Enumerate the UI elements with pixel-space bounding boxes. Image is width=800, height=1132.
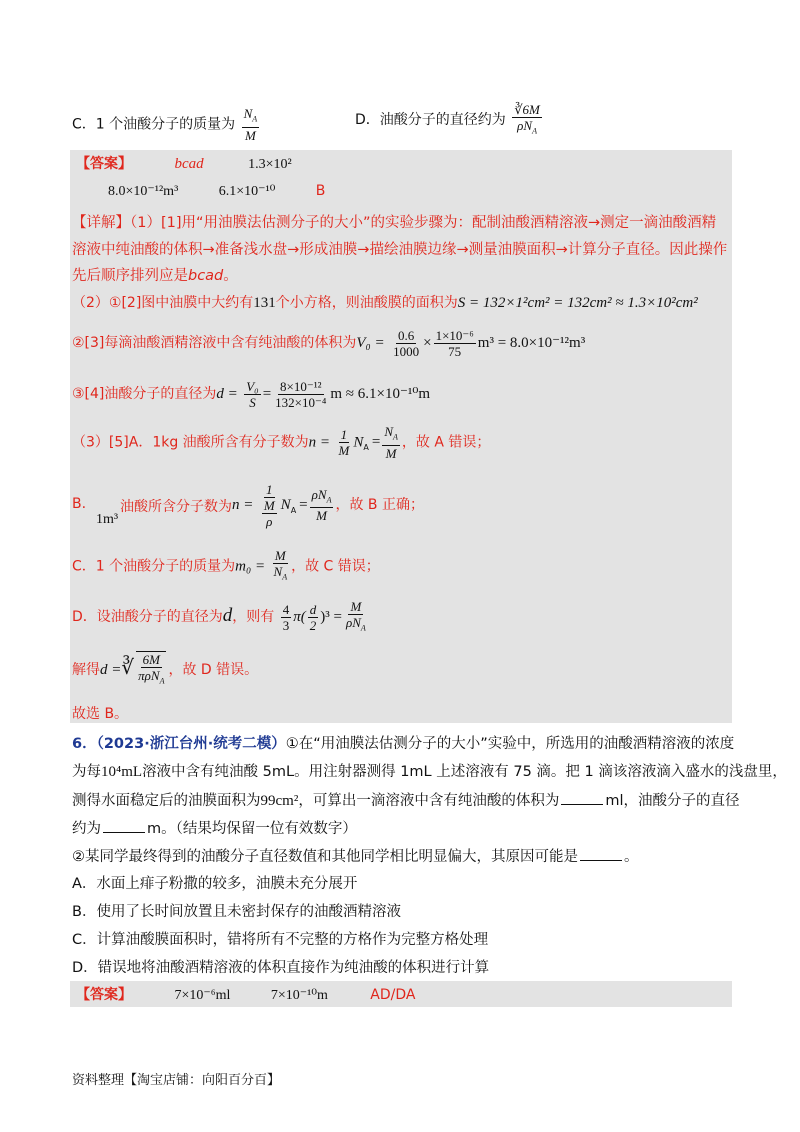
q6-line2-c: 溶液中含有纯油酸 5mL。用注射器测得 1mL 上述溶液有 75 滴。把 1 滴该溶液滴入盛水的浅盘里，	[142, 764, 787, 780]
d-frac3	[344, 599, 368, 636]
frac-den: 2	[309, 617, 317, 633]
blank-3[interactable]	[580, 859, 622, 861]
frac-den: M	[338, 442, 350, 458]
c-frac	[272, 548, 290, 585]
answer5-a3: 8.0×10⁻¹²m³	[108, 184, 179, 199]
frac-sub: A	[532, 126, 537, 136]
p5-frac1	[337, 427, 352, 458]
answer6-a2: 7×10⁻¹⁰m	[270, 988, 328, 1003]
frac-num: M	[350, 598, 362, 614]
d-var: d	[222, 605, 233, 626]
q6-line3-b: 99cm²	[260, 793, 299, 809]
frac-den-top: M	[263, 497, 275, 513]
explain-b-formula	[232, 476, 424, 540]
frac-sub: A	[360, 623, 366, 633]
p2-prefix: （2）①[2]图中油膜中大约有	[72, 295, 254, 311]
explain-p5	[72, 424, 490, 466]
p2-mid: 个小方格，则油酸膜的面积为	[275, 295, 458, 311]
d-pow: )³ =	[320, 609, 342, 625]
explain-c	[72, 548, 380, 585]
sol-frac	[136, 651, 166, 689]
frac-den: ρN	[345, 614, 361, 630]
p3-frac1	[391, 328, 421, 359]
answer5-a4: 6.1×10⁻¹⁰	[218, 184, 276, 199]
b-frac1	[260, 482, 279, 529]
frac-den: ρN	[517, 117, 533, 133]
blank-2[interactable]	[103, 831, 145, 833]
explain-solution	[72, 648, 258, 690]
option-c-top	[72, 106, 261, 143]
q6-line2-b: 10⁴mL	[101, 764, 143, 780]
frac-den: M	[385, 445, 397, 461]
explain-p3	[72, 325, 585, 361]
p4-d: d =	[216, 386, 238, 402]
b-na: N	[280, 497, 291, 513]
answer5-row1	[76, 153, 292, 173]
q6-line4-b: m。（结果均保留一位有效数字）	[147, 821, 357, 837]
frac-num: N	[243, 106, 253, 121]
d-prefix: D．设油酸分子的直径为	[72, 609, 223, 625]
p3-frac2	[434, 328, 476, 359]
frac-den: N	[273, 564, 283, 579]
frac-sub: A	[282, 572, 288, 582]
answer5-row2	[108, 183, 325, 200]
frac-den: M	[316, 508, 327, 524]
option-d-fraction	[512, 102, 542, 139]
frac-num: ρN	[311, 486, 327, 502]
q6-line2-a: 为每	[72, 764, 101, 780]
explain-b-unit: 1m³	[96, 512, 119, 527]
frac-sub: A	[159, 676, 165, 686]
frac-num: V₀	[246, 378, 259, 394]
explain-d	[72, 596, 370, 637]
explain-line2: 溶液中纯油酸的体积→准备浅水盘→形成油膜→描绘油膜边缘→测量油膜面积→计算分子直径。因此操作	[72, 242, 728, 258]
answer5-a5: B	[315, 183, 326, 199]
p4-frac1	[244, 379, 260, 410]
q6-line4	[72, 817, 357, 838]
p4-prefix: ③[4]油酸分子的直径为	[72, 386, 217, 402]
frac-num: 1×10⁻⁶	[435, 327, 474, 343]
option-d-top	[355, 100, 544, 140]
frac-sub: A	[392, 432, 398, 442]
answer5-a2: 1.3×10²	[248, 157, 292, 172]
blank-1[interactable]	[561, 803, 603, 805]
sol-d: d =	[100, 662, 122, 678]
q6-option-b: B．使用了长时间放置且未密封保存的油酸酒精溶液	[72, 904, 401, 920]
line3-answer: bcad	[188, 268, 224, 284]
answer5-a1: bcad	[174, 156, 204, 172]
frac-num: d	[309, 601, 317, 617]
frac-den: M	[244, 127, 256, 143]
explain-line3	[72, 264, 238, 285]
answer-label: 【答案】	[76, 156, 132, 172]
p4-result: m ≈ 6.1×10⁻¹⁰m	[330, 386, 431, 402]
p3-result: m³ = 8.0×10⁻¹²m³	[477, 335, 586, 351]
answer6-row	[76, 984, 415, 1004]
frac-den: 3	[282, 617, 290, 633]
frac-den: πρN	[138, 668, 160, 684]
explain-p2	[72, 292, 698, 312]
q6-line3	[72, 789, 739, 810]
d-mid: ，则有	[232, 609, 275, 625]
q6-line2	[72, 760, 787, 781]
b-n: n =	[232, 497, 254, 513]
explain-b-text: 油酸所含分子数为	[120, 499, 232, 515]
q6-line3-c: ，可算出一滴溶液中含有纯油酸的体积为	[298, 793, 560, 809]
b-na-sub: A	[290, 505, 297, 515]
p5-frac2	[382, 424, 400, 461]
frac-den-bot: ρ	[266, 513, 273, 529]
answer6-a1: 7×10⁻⁶ml	[174, 988, 231, 1003]
frac-sub: A	[252, 114, 258, 124]
p2-num: 131	[253, 295, 276, 311]
line3-prefix: 先后顺序排列应是	[72, 268, 188, 284]
q6-number: 6．	[72, 736, 97, 752]
d-frac1	[281, 602, 292, 633]
frac-num: 4	[282, 601, 290, 617]
p5-prefix: （3）[5]A．1kg 油酸所含有分子数为	[72, 434, 309, 451]
sol-prefix: 解得	[72, 662, 100, 678]
p2-formula: S = 132×1²cm² = 132cm² ≈ 1.3×10²cm²	[457, 295, 698, 311]
q6-option-c: C．计算油酸膜面积时，错将所有不完整的方格作为完整方格处理	[72, 932, 489, 948]
frac-num: 1	[266, 481, 273, 497]
p3-v0: V₀ =	[356, 335, 385, 351]
frac-num: 6M	[142, 652, 160, 668]
q6-line5	[72, 845, 639, 866]
sol-suffix: ，故 D 错误。	[168, 662, 259, 678]
frac-num: M	[274, 548, 286, 563]
q6-option-d: D．错误地将油酸酒精溶液的体积直接作为纯油酸的体积进行计算	[72, 960, 490, 976]
option-c-fraction	[242, 106, 260, 143]
option-c-text: C．1 个油酸分子的质量为	[72, 116, 236, 133]
explain-final: 故选 B。	[72, 706, 129, 722]
frac-num: 1	[340, 426, 348, 442]
footer-text: 资料整理【淘宝店铺：向阳百分百】	[72, 1073, 281, 1088]
d-frac2	[308, 602, 319, 633]
q6-line4-a: 约为	[72, 821, 101, 837]
p5-na: N	[353, 434, 364, 451]
b-eq: =	[299, 497, 308, 513]
sol-root-icon: ∛	[121, 657, 135, 679]
p3-times: ×	[423, 335, 432, 351]
answer6-a3: AD/DA	[370, 987, 416, 1003]
frac-num: ∛6M	[514, 101, 540, 117]
explain-line1: 【详解】（1）[1]用“用油膜法估测分子的大小”的实验步骤为：配制油酸酒精溶液→测定一滴油酸酒精	[72, 215, 717, 231]
frac-num: 8×10⁻¹²	[280, 378, 322, 394]
frac-sub: A	[326, 495, 332, 505]
q6-text1: ①在“用油膜法估测分子的大小”实验中，所选用的油酸酒精溶液的浓度	[285, 736, 735, 752]
q6-line1	[72, 732, 734, 753]
q6-source: （2023·浙江台州·统考二模）	[96, 736, 286, 752]
explain-p4	[72, 376, 430, 412]
frac-den: 1000	[393, 343, 420, 359]
frac-num: N	[384, 424, 393, 439]
q6-line5-end: 。	[624, 849, 639, 865]
c-m0: m₀ =	[235, 558, 266, 575]
p4-frac2	[273, 379, 328, 410]
p5-eq: =	[371, 434, 381, 451]
p5-na-sub: A	[363, 443, 369, 453]
q6-option-a: A．水面上痱子粉撒的较多，油膜未充分展开	[72, 876, 358, 892]
b-frac2	[310, 487, 334, 524]
frac-num: 0.6	[397, 327, 415, 343]
answer-label: 【答案】	[76, 987, 132, 1003]
c-prefix: C．1 个油酸分子的质量为	[72, 558, 236, 575]
option-d-text: D．油酸分子的直径约为	[355, 112, 506, 128]
frac-den: 75	[448, 343, 462, 359]
p5-suffix: ，故 A 错误；	[401, 434, 491, 451]
q6-line3-a: 测得水面稳定后的油膜面积为	[72, 793, 261, 809]
q6-line5-text: ②某同学最终得到的油酸分子直径数值和其他同学相比明显偏大，其原因可能是	[72, 849, 578, 865]
b-suffix: ，故 B 正确；	[335, 497, 424, 513]
d-pi: π(	[293, 609, 306, 625]
explain-b-label: B.	[72, 496, 87, 512]
frac-den: S	[249, 394, 256, 410]
p5-n: n =	[308, 434, 331, 451]
q6-line3-d: ml，油酸分子的直径	[605, 793, 740, 809]
line3-suffix: 。	[223, 268, 238, 284]
p4-eq: =	[262, 386, 272, 402]
c-suffix: ，故 C 错误；	[291, 558, 380, 575]
frac-den: 132×10⁻⁴	[275, 394, 327, 410]
p3-prefix: ②[3]每滴油酸酒精溶液中含有纯油酸的体积为	[72, 335, 357, 351]
